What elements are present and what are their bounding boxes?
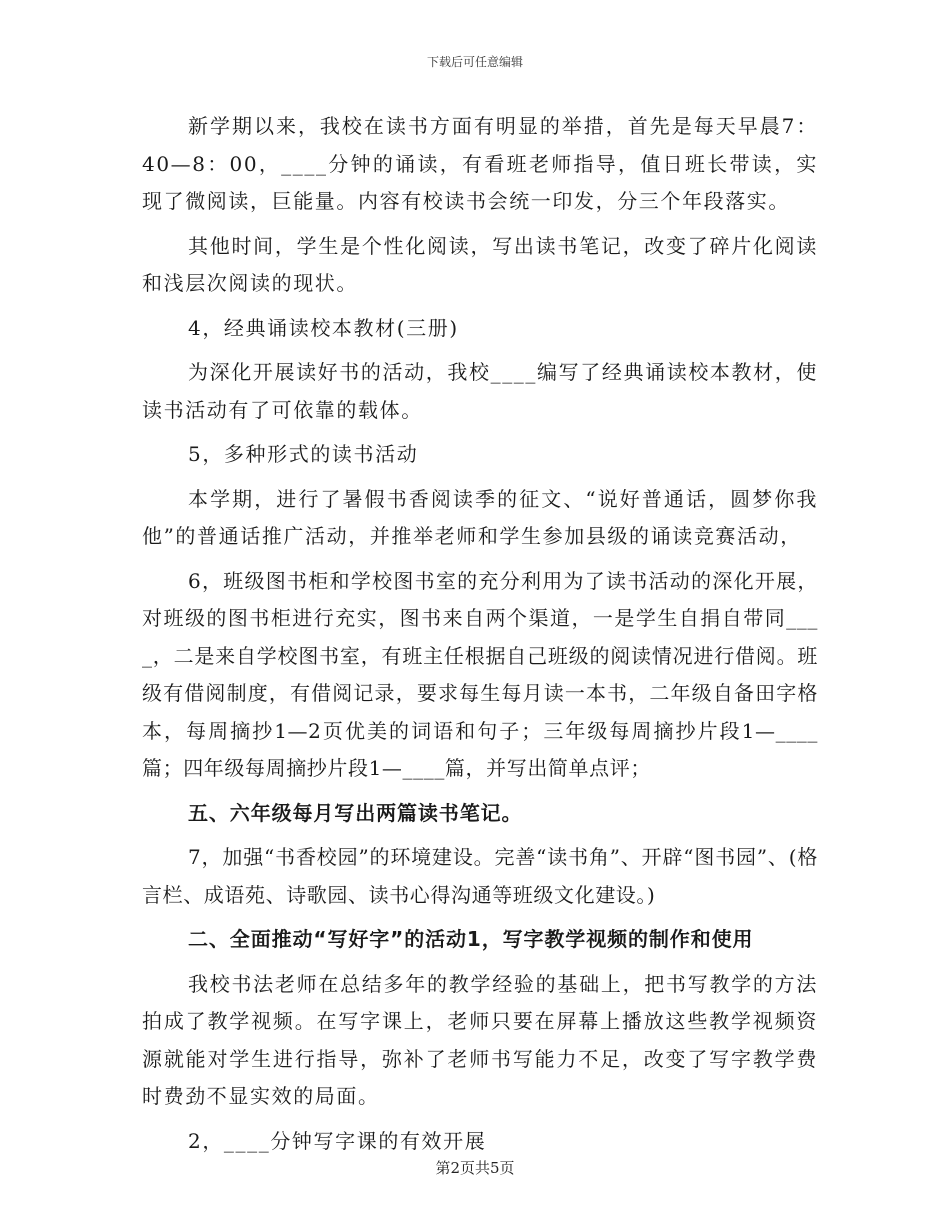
paragraph-morning-reading: 新学期以来，我校在读书方面有明显的举措，首先是每天早晨7：40—8：00，____分钟的诵读，有看班老师指导，值日班长带读，实现了微阅读，巨能量。内容有校读书会统一印发，分三个年段落实。	[142, 114, 818, 213]
page-footer: 第2页共5页	[435, 1159, 515, 1177]
paragraph-activities: 本学期，进行了暑假书香阅读季的征文、“说好普通话，圆梦你我他”的普通话推广活动，并推举老师和学生参加县级的诵读竞赛活动，	[142, 486, 818, 548]
heading-item-5: 5，多种形式的读书活动	[188, 442, 419, 466]
paragraph-bookcase: 6，班级图书柜和学校图书室的充分利用为了读书活动的深化开展，对班级的图书柜进行充实，图书来自两个渠道，一是学生自捐自带同____，二是来自学校图书室，有班主任根据自己班级的阅读情况进行借阅。班级有借阅制度，有借阅记录，要求每生每月读一本书，二年级自备田字格本，每周摘抄1—2页优美的词语和句子；三年级每周摘抄片段1—____篇；四年级每周摘抄片段1—____篇，并写出简单点评；	[142, 568, 818, 780]
paragraph-textbook: 为深化开展读好书的活动，我校____编写了经典诵读校本教材，使读书活动有了可依靠的载体。	[142, 360, 818, 422]
section-heading-writing: 二、全面推动“写好字”的活动1，写字教学视频的制作和使用	[188, 927, 754, 951]
heading-writing-class: 2，____分钟写字课的有效开展	[188, 1128, 487, 1153]
heading-item-4: 4，经典诵读校本教材(三册)	[188, 315, 459, 340]
document-body	[142, 108, 818, 1167]
paragraph-environment: 7，加强“书香校园”的环境建设。完善“读书角”、开辟“图书园”、(格言栏、成语苑、诗歌园、读书心得沟通等班级文化建设。)	[142, 845, 818, 907]
paragraph-grade-5-6: 五、六年级每月写出两篇读书笔记。	[188, 800, 523, 825]
page-header: 下载后可任意编辑	[426, 55, 523, 69]
paragraph-calligraphy-video: 我校书法老师在总结多年的教学经验的基础上，把书写教学的方法拍成了教学视频。在写字课上，老师只要在屏幕上播放这些教学视频资源就能对学生进行指导，弥补了老师书写能力不足，改变了写字教学费时费劲不显实效的局面。	[142, 971, 818, 1108]
paragraph-personal-reading: 其他时间，学生是个性化阅读，写出读书笔记，改变了碎片化阅读和浅层次阅读的现状。	[142, 233, 818, 295]
